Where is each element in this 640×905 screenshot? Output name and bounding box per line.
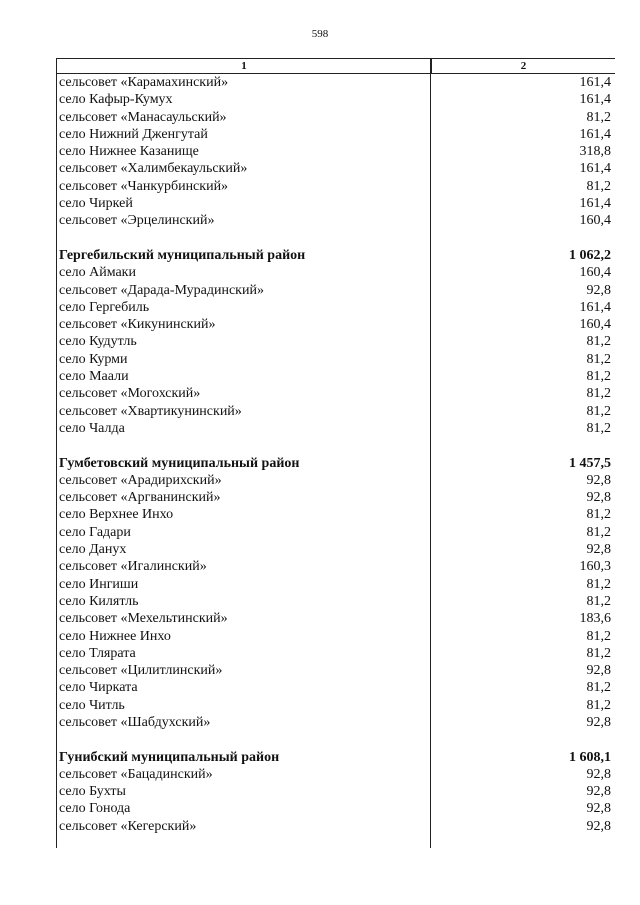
spacer-row: [57, 731, 615, 748]
settlement-name: сельсовет «Дарада-Мурадинский»: [59, 282, 264, 298]
settlement-value: 92,8: [586, 818, 611, 834]
settlement-value: 81,2: [586, 628, 611, 644]
settlement-name: село Чалда: [59, 420, 125, 436]
table-row: [57, 316, 615, 333]
settlement-name: [57, 437, 431, 454]
table-row: [57, 610, 615, 627]
column-header-2: 2: [520, 60, 527, 72]
column-header-1: 1: [57, 59, 432, 73]
settlement-value: 92,8: [586, 472, 611, 488]
table-row: [57, 766, 615, 783]
settlement-value: 161,4: [579, 126, 611, 142]
settlement-value: 92,8: [586, 766, 611, 782]
settlement-value: 92,8: [586, 801, 611, 817]
settlement-value: 92,8: [586, 282, 611, 298]
table-row: [57, 524, 615, 541]
table-row: [57, 368, 615, 385]
table-row: [57, 351, 615, 368]
settlement-value: 81,2: [586, 351, 611, 367]
settlement-value: [431, 230, 615, 247]
settlement-value: 81,2: [586, 507, 611, 523]
settlement-name: сельсовет «Кикунинский»: [59, 317, 216, 333]
table-row: [57, 143, 615, 160]
district-total: 1 062,2: [569, 247, 611, 263]
settlement-name: село Курми: [59, 351, 128, 367]
settlement-value: 81,2: [586, 334, 611, 350]
settlement-name: село Нижнее Казанище: [59, 144, 199, 160]
district-name: Гумбетовский муниципальный район: [59, 455, 300, 471]
spacer-row: [57, 437, 615, 454]
settlement-name: сельсовет «Чанкурбинский»: [59, 178, 229, 194]
settlement-value: 81,2: [586, 369, 611, 385]
settlement-name: сельсовет «Арадирихский»: [59, 472, 222, 488]
settlement-value: 81,2: [586, 524, 611, 540]
table-row: [57, 541, 615, 558]
settlement-name: село Данух: [59, 542, 127, 558]
settlement-name: село Чирката: [59, 680, 138, 696]
settlement-value: 81,2: [586, 576, 611, 592]
budget-table: [56, 58, 615, 848]
settlement-value: 81,2: [586, 680, 611, 696]
table-row: [57, 178, 615, 195]
table-row: [57, 662, 615, 679]
district-row: [57, 749, 615, 766]
settlement-name: село Тлярата: [59, 645, 136, 661]
table-row: [57, 506, 615, 523]
settlement-name: село Верхнее Инхо: [59, 507, 174, 523]
table-row: [57, 264, 615, 281]
settlement-name: село Кудутль: [59, 334, 137, 350]
settlement-name: село Нижнее Инхо: [59, 628, 171, 644]
table-row: [57, 818, 615, 835]
settlement-value: 81,2: [586, 178, 611, 194]
table-row: [57, 558, 615, 575]
settlement-name: сельсовет «Мехельтинский»: [59, 611, 228, 627]
table-row: [57, 74, 615, 91]
district-name: Гергебильский муниципальный район: [59, 247, 306, 263]
table-row: [57, 282, 615, 299]
settlement-value: 318,8: [579, 144, 611, 160]
table-row: [57, 420, 615, 437]
district-row: [57, 247, 615, 264]
settlement-value: 92,8: [586, 784, 611, 800]
table-row: [57, 628, 615, 645]
table-row: [57, 109, 615, 126]
settlement-name: сельсовет «Могохский»: [59, 386, 201, 402]
settlement-value: 161,4: [579, 92, 611, 108]
settlement-name: сельсовет «Халимбекаульский»: [59, 161, 248, 177]
settlement-name: село Кафыр-Кумух: [59, 92, 173, 108]
table-row: [57, 126, 615, 143]
settlement-name: село Бухты: [59, 784, 126, 800]
table-row: [57, 195, 615, 212]
settlement-value: 81,2: [586, 645, 611, 661]
settlement-name: сельсовет «Эрцелинский»: [59, 213, 215, 229]
district-total: 1 457,5: [569, 455, 611, 471]
settlement-value: 92,8: [586, 714, 611, 730]
settlement-value: 81,2: [586, 697, 611, 713]
table-row: [57, 472, 615, 489]
table-row: [57, 333, 615, 350]
settlement-value: 81,2: [586, 593, 611, 609]
settlement-name: село Нижний Дженгутай: [59, 126, 208, 142]
settlement-name: сельсовет «Бацадинский»: [59, 766, 213, 782]
table-row: [57, 800, 615, 817]
table-row: [57, 714, 615, 731]
table-row: [57, 160, 615, 177]
settlement-value: 81,2: [586, 109, 611, 125]
settlement-value: 81,2: [586, 386, 611, 402]
settlement-value: 160,4: [579, 317, 611, 333]
settlement-name: село Гадари: [59, 524, 131, 540]
settlement-name: сельсовет «Цилитлинский»: [59, 663, 223, 679]
table-body: [57, 74, 615, 835]
settlement-name: сельсовет «Манасаульский»: [59, 109, 227, 125]
district-total: 1 608,1: [569, 749, 611, 765]
settlement-name: село Чиркей: [59, 196, 133, 212]
settlement-value: 92,8: [586, 663, 611, 679]
settlement-name: сельсовет «Аргванинский»: [59, 490, 221, 506]
settlement-name: село Килятль: [59, 593, 139, 609]
settlement-name: село Читль: [59, 697, 125, 713]
table-row: [57, 576, 615, 593]
table-row: [57, 385, 615, 402]
settlement-name: [57, 731, 431, 748]
settlement-value: 81,2: [586, 403, 611, 419]
settlement-name: село Аймаки: [59, 265, 136, 281]
spacer-row: [57, 230, 615, 247]
settlement-value: 160,3: [579, 559, 611, 575]
settlement-name: сельсовет «Кегерский»: [59, 818, 197, 834]
settlement-name: сельсовет «Карамахинский»: [59, 75, 229, 90]
district-name: Гунибский муниципальный район: [59, 749, 280, 765]
settlement-name: сельсовет «Игалинский»: [59, 559, 207, 575]
settlement-value: 161,4: [579, 196, 611, 212]
table-row: [57, 299, 615, 316]
settlement-value: 160,4: [579, 213, 611, 229]
table-row: [57, 489, 615, 506]
table-row: [57, 645, 615, 662]
table-header: [57, 58, 615, 74]
settlement-value: 161,4: [579, 75, 611, 90]
table-row: [57, 679, 615, 696]
page-number: 598: [311, 28, 329, 40]
settlement-name: сельсовет «Хвартикунинский»: [59, 403, 242, 419]
settlement-name: [57, 230, 431, 247]
settlement-value: [431, 437, 615, 454]
table-row: [57, 403, 615, 420]
table-row: [57, 91, 615, 108]
table-row: [57, 783, 615, 800]
settlement-value: 81,2: [586, 420, 611, 436]
settlement-value: 92,8: [586, 490, 611, 506]
settlement-name: село Гергебиль: [59, 299, 150, 315]
settlement-value: 161,4: [579, 299, 611, 315]
settlement-value: 161,4: [579, 161, 611, 177]
district-row: [57, 455, 615, 472]
settlement-name: село Гонода: [59, 801, 131, 817]
table-row: [57, 593, 615, 610]
settlement-value: [431, 731, 615, 748]
settlement-name: село Маали: [59, 369, 129, 385]
settlement-value: 183,6: [579, 611, 611, 627]
table-row: [57, 212, 615, 229]
settlement-name: село Ингиши: [59, 576, 139, 592]
table-row: [57, 697, 615, 714]
settlement-value: 160,4: [579, 265, 611, 281]
column-divider: [430, 58, 431, 848]
settlement-value: 92,8: [586, 542, 611, 558]
settlement-name: сельсовет «Шабдухский»: [59, 714, 211, 730]
